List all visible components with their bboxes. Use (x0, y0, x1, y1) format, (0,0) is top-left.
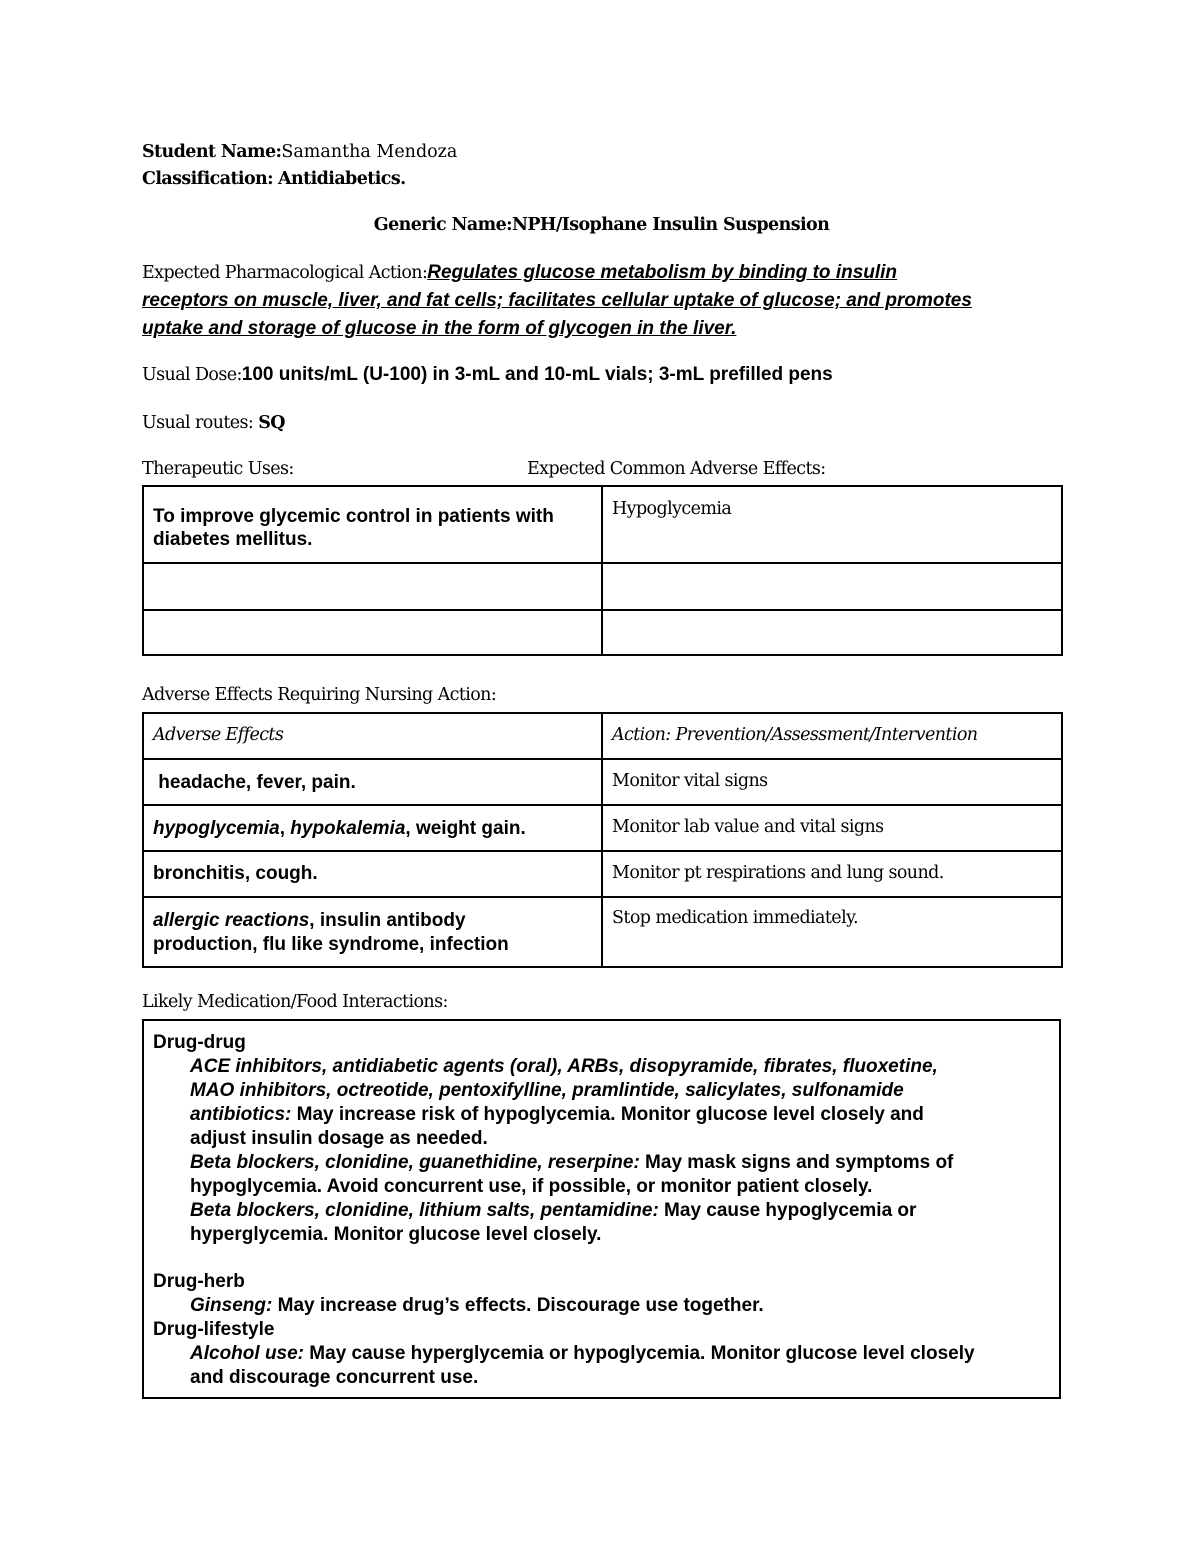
usual-dose-label: Usual Dose: (142, 365, 242, 385)
usual-dose-value: 100 units/mL (U-100) in 3-mL and 10-mL vials; 3-mL prefilled pens (241, 364, 833, 385)
therapeutic-uses-heading: Therapeutic Uses: (142, 459, 294, 479)
classification-value: Antidiabetics. (278, 169, 406, 189)
common-adverse-value: Hypoglycemia (612, 499, 732, 519)
nursing-action: Monitor vital signs (612, 771, 768, 791)
table-row (143, 563, 1062, 610)
table-row (143, 897, 1062, 967)
usual-routes-line (142, 413, 285, 433)
pharm-action-line-1 (142, 262, 897, 284)
drug-drug-line: MAO inhibitors, octreotide, pentoxifylline, pramlintide, salicylates, sulfonamide (190, 1080, 904, 1101)
therapeutic-table (142, 485, 1063, 656)
therapeutic-use-cell (143, 486, 602, 563)
therapeutic-use-line: diabetes mellitus. (153, 529, 313, 550)
table-row (143, 851, 1062, 897)
usual-dose-line (142, 364, 833, 386)
generic-name-label: Generic Name: (373, 215, 512, 235)
therapeutic-use-cell (143, 563, 602, 610)
adverse-effect: bronchitis, cough. (153, 863, 318, 884)
drug-lifestyle-line: Alcohol use: May cause hyperglycemia or hypoglycemia. Monitor glucose level closely (190, 1343, 975, 1364)
common-adverse-cell (602, 610, 1062, 655)
common-adverse-cell (602, 563, 1062, 610)
drug-drug-line: hypoglycemia. Avoid concurrent use, if possible, or monitor patient closely. (190, 1176, 873, 1197)
generic-name-line (142, 215, 1061, 235)
drug-lifestyle-label: Drug-lifestyle (153, 1319, 275, 1340)
nursing-action: Monitor pt respirations and lung sound. (612, 863, 944, 883)
drug-drug-line: antibiotics: May increase risk of hypoglycemia. Monitor glucose level closely and (190, 1104, 924, 1125)
pharm-action-text-1: Regulates glucose metabolism by binding to insulin (427, 262, 898, 283)
student-name-line (142, 142, 457, 162)
drug-drug-line: ACE inhibitors, antidiabetic agents (oral), ARBs, disopyramide, fibrates, fluoxetine, (190, 1056, 938, 1077)
therapeutic-use-line: To improve glycemic control in patients with (153, 506, 554, 527)
adverse-nursing-table (142, 712, 1063, 968)
drug-drug-line: adjust insulin dosage as needed. (190, 1128, 488, 1149)
student-name-value: Samantha Mendoza (281, 142, 458, 162)
adverse-effect: headache, fever, pain. (153, 772, 356, 793)
student-name-label: Student Name: (142, 142, 282, 162)
generic-name-value: NPH/Isophane Insulin Suspension (511, 215, 830, 235)
drug-herb-label: Drug-herb (153, 1271, 245, 1292)
interactions-heading: Likely Medication/Food Interactions: (142, 992, 448, 1012)
common-adverse-cell (602, 486, 1062, 563)
usual-routes-value: SQ (258, 413, 285, 433)
drug-lifestyle-line: and discourage concurrent use. (190, 1367, 479, 1388)
drug-drug-line: hyperglycemia. Monitor glucose level closely. (190, 1224, 602, 1245)
pharm-action-label: Expected Pharmacological Action: (142, 263, 428, 283)
col-action: Action: Prevention/Assessment/Intervention (612, 725, 978, 745)
usual-routes-label: Usual routes: (142, 413, 254, 433)
table-row (143, 610, 1062, 655)
table-row (143, 486, 1062, 563)
common-adverse-heading: Expected Common Adverse Effects: (527, 459, 826, 479)
adverse-effect: allergic reactions, insulin antibody production, flu like syndrome, infection (153, 910, 509, 955)
table-row (143, 805, 1062, 851)
nursing-action: Monitor lab value and vital signs (612, 817, 884, 837)
nursing-action: Stop medication immediately. (612, 908, 858, 928)
interactions-box (142, 1019, 1061, 1399)
classification-label: Classification: (142, 169, 274, 189)
pharm-action-text-3: uptake and storage of glucose in the form of glycogen in the liver. (142, 318, 737, 339)
drug-drug-line: Beta blockers, clonidine, guanethidine, reserpine: May mask signs and symptoms of (190, 1152, 954, 1173)
drug-drug-label: Drug-drug (153, 1032, 246, 1053)
therapeutic-use-cell (143, 610, 602, 655)
adverse-effect: hypoglycemia, hypokalemia, weight gain. (153, 818, 526, 839)
adverse-nursing-heading: Adverse Effects Requiring Nursing Action: (142, 685, 497, 705)
table-row (143, 759, 1062, 805)
col-adverse-effects: Adverse Effects (153, 725, 284, 745)
drug-herb-line: Ginseng: May increase drug’s effects. Discourage use together. (190, 1295, 764, 1316)
table-header-row (143, 713, 1062, 759)
classification-line (142, 169, 406, 189)
drug-drug-line: Beta blockers, clonidine, lithium salts, pentamidine: May cause hypoglycemia or (190, 1200, 917, 1221)
pharm-action-text-2: receptors on muscle, liver, and fat cells; facilitates cellular uptake of glucose; and promotes (142, 290, 972, 311)
